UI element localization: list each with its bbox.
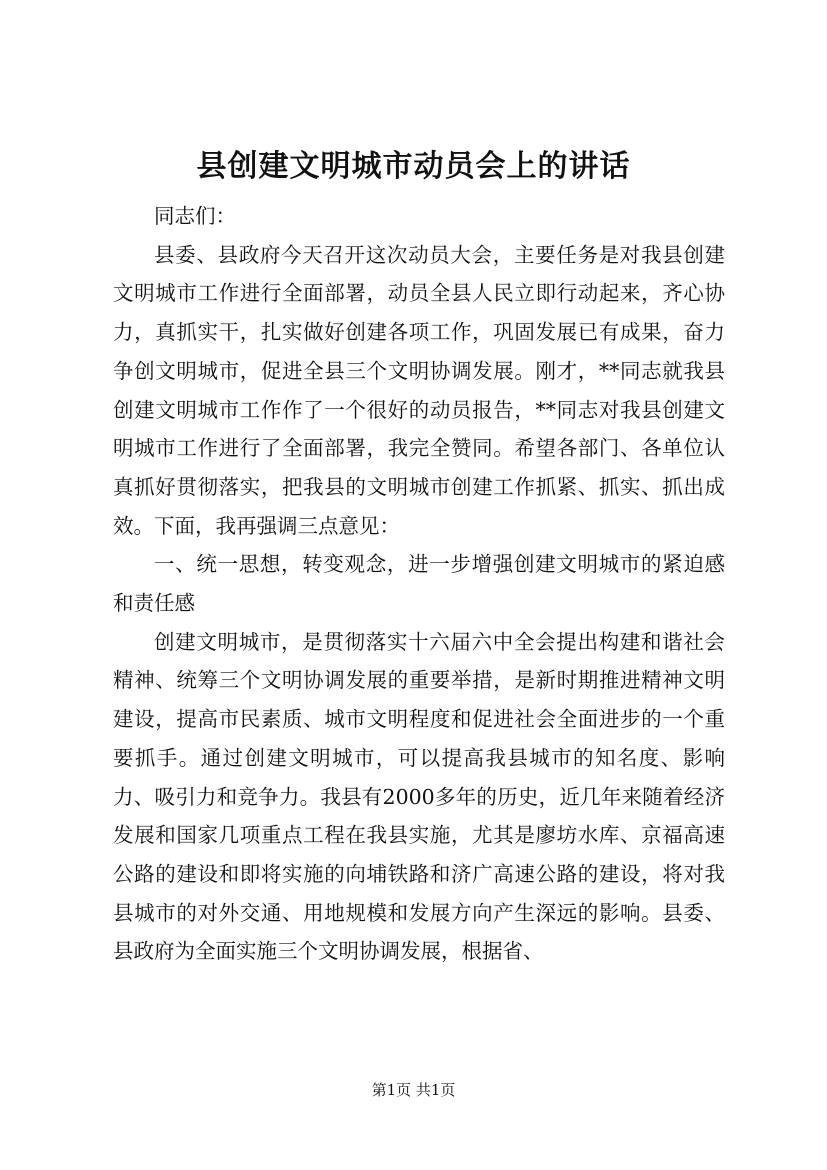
document-body — [113, 197, 725, 971]
paragraph-section-1: 创建文明城市，是贯彻落实十六届六中全会提出构建和谐社会精神、统筹三个文明协调发展的重要举措，是新时期推进精神文明建设，提高市民素质、城市文明程度和促进社会全面进步的一个重要抓手。通过创建文明城市，可以提高我县城市的知名度、影响力、吸引力和竞争力。我县有2000多年的历史，近几年来随着经济发展和国家几项重点工程在我县实施，尤其是廖坊水库、京福高速公路的建设和即将实施的向埔铁路和济广高速公路的建设，将对我县城市的对外交通、用地规模和发展方向产生深远的影响。县委、县政府为全面实施三个文明协调发展，根据省、 — [113, 629, 725, 964]
paragraph-opening: 县委、县政府今天召开这次动员大会，主要任务是对我县创建文明城市工作进行全面部署，动员全县人民立即行动起来，齐心协力，真抓实干，扎实做好创建各项工作，巩固发展已有成果，奋力争创文明城市，促进全县三个文明协调发展。刚才，**同志就我县创建文明城市工作作了一个很好的动员报告，**同志对我县创建文明城市工作进行了全面部署，我完全赞同。希望各部门、各单位认真抓好贯彻落实，把我县的文明城市创建工作抓紧、抓实、抓出成效。下面，我再强调三点意见： — [113, 242, 725, 538]
section-heading-1: 一、统一思想，转变观念，进一步增强创建文明城市的紧迫感和责任感 — [113, 552, 725, 616]
document-title: 县创建文明城市动员会上的讲话 — [196, 149, 631, 184]
salutation: 同志们： — [154, 204, 236, 228]
page-footer: 第1页 共1页 — [371, 1081, 456, 1099]
